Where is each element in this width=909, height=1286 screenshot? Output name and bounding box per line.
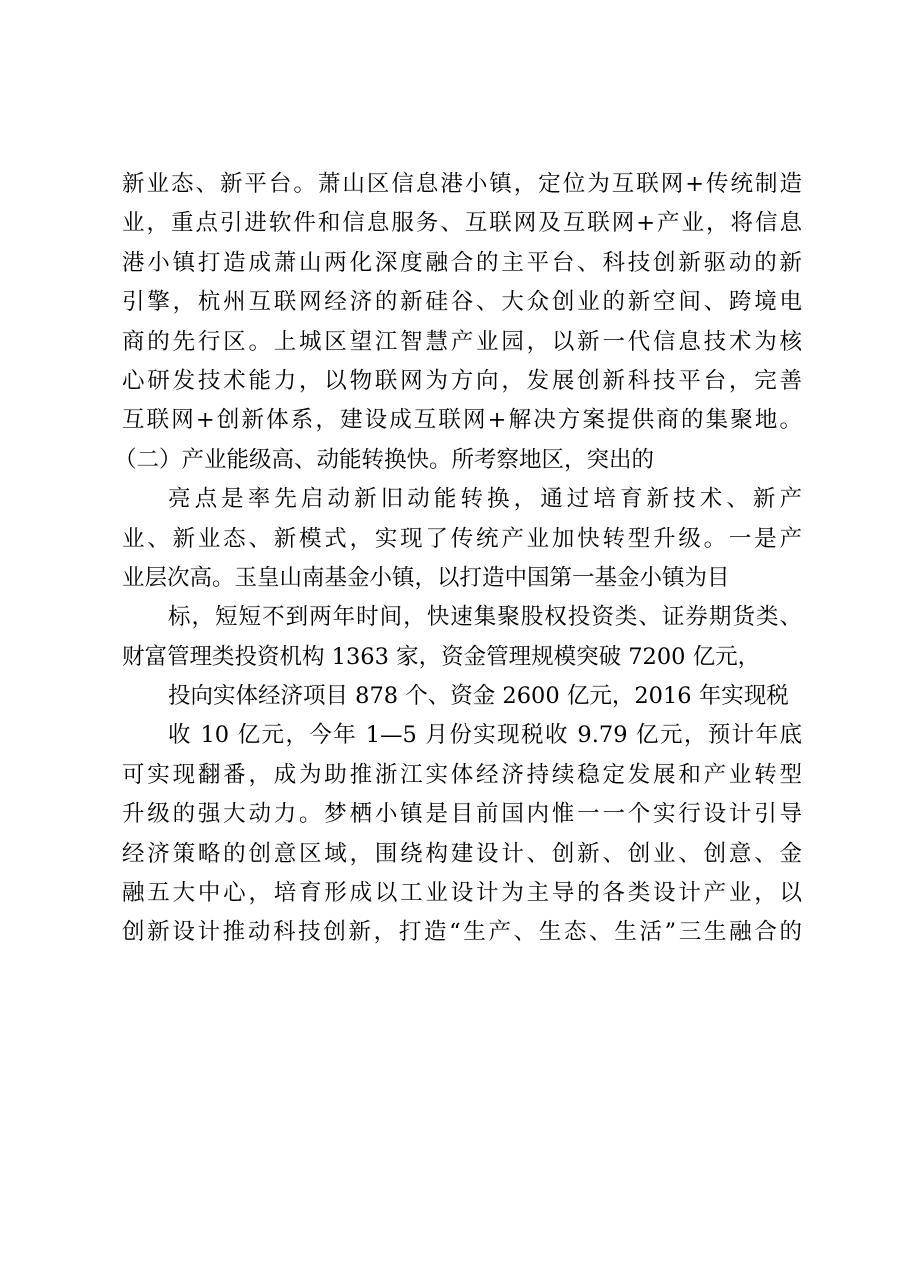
text-line: 港小镇打造成萧山两化深度融合的主平台、科技创新驱动的新 — [122, 249, 802, 276]
text-line: 商的先行区。上城区望江智慧产业园，以新一代信息技术为核 — [122, 328, 802, 355]
text-line: 收 10 亿元，今年 1—5 月份实现税收 9.79 亿元，预计年底 — [168, 722, 802, 749]
text-line: 融五大中心，培育形成以工业设计为主导的各类设计产业，以 — [122, 880, 802, 907]
text-line: 标，短短不到两年时间，快速集聚股权投资类、证券期货类、 — [168, 604, 802, 631]
text-line: 业、新业态、新模式，实现了传统产业加快转型升级。一是产 — [122, 525, 802, 552]
text-line: 引擎，杭州互联网经济的新硅谷、大众创业的新空间、跨境电 — [122, 289, 802, 316]
text-line: 创新设计推动科技创新，打造“生产、生态、生活”三生融合的 — [122, 919, 802, 946]
text-line: 互联网+创新体系，建设成互联网+解决方案提供商的集聚地。 — [122, 407, 802, 434]
text-line: 业层次高。玉皇山南基金小镇，以打造中国第一基金小镇为目 — [122, 564, 730, 591]
text-line: 新业态、新平台。萧山区信息港小镇，定位为互联网+传统制造 — [122, 171, 802, 197]
text-line: 亮点是率先启动新旧动能转换，通过培育新技术、新产 — [168, 486, 802, 513]
text-line: 升级的强大动力。梦栖小镇是目前国内惟一一个实行设计引导 — [122, 801, 802, 828]
body-text — [114, 165, 802, 953]
text-line: 可实现翻番，成为助推浙江实体经济持续稳定发展和产业转型 — [122, 761, 802, 788]
text-line: 投向实体经济项目 878 个、资金 2600 亿元，2016 年实现税 — [168, 683, 789, 710]
text-line: 心研发技术能力，以物联网为方向，发展创新科技平台，完善 — [122, 367, 802, 394]
text-line: 经济策略的创意区域，围绕构建设计、创新、创业、创意、金 — [122, 840, 802, 867]
section-heading-line: （二）产业能级高、动能转换快。所考察地区，突出的 — [114, 446, 655, 473]
text-line: 财富管理类投资机构 1363 家，资金管理规模突破 7200 亿元， — [122, 643, 761, 670]
text-line: 业，重点引进软件和信息服务、互联网及互联网+产业，将信息 — [122, 210, 802, 237]
